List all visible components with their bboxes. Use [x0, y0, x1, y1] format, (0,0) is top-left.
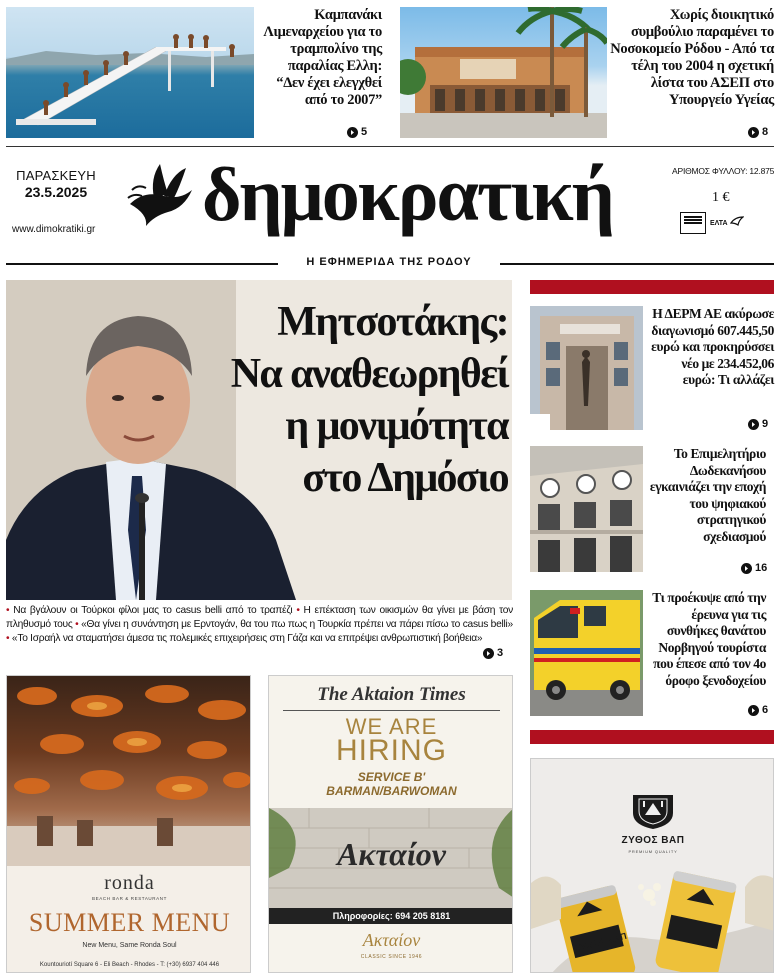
side-story-3-text: Τι προέκυψε από την έρευνα για τις συνθήκες θανάτου Νορβηγού τουρίστα που έπεσε από τον 4ο όροφο ξενοδοχείου: [652, 590, 766, 688]
top-story-1[interactable]: [258, 7, 382, 119]
lead-headline[interactable]: [222, 296, 508, 504]
beer-brand: ΖΥΘΟΣ ΒΑΠ: [621, 835, 685, 846]
aktaion-line1: WE ARE: [345, 714, 438, 739]
side-story-2-page: 16: [755, 562, 768, 574]
lead-bullet-3: «Θα γίνει η συνάντηση με Ερντογάν, θα του πω πως η Τουρκία πρέπει να πάρει πίσω το casus belli»: [81, 619, 513, 630]
top-story-1-page: 5: [361, 126, 368, 138]
side-story-3-page: 6: [762, 704, 769, 716]
beer-ad[interactable]: [530, 758, 774, 973]
arrow-circle-icon: [748, 705, 759, 716]
aktaion-sign-text: Ακταίον: [337, 836, 446, 872]
derm-building-photo: [530, 306, 643, 430]
top-story-1-text: Καμπανάκι Λιμεναρχείου για το τραμπολίνο της παραλίας Ελλη: “Δεν έχει ελεγχθεί από το 2007”: [263, 7, 382, 108]
top-story-2-page-ref[interactable]: [748, 126, 768, 138]
side-story-2[interactable]: [648, 446, 766, 545]
side-story-1[interactable]: [648, 306, 774, 389]
beer-brand-sub: PREMIUM QUALITY: [628, 849, 678, 854]
elta-bird-icon: [730, 214, 744, 232]
side-top-red-bar: [530, 280, 774, 294]
side-story-1-page-ref[interactable]: [748, 418, 768, 430]
beer-logo-icon: [629, 791, 677, 831]
top-divider: [6, 146, 774, 147]
lead-page: 3: [497, 647, 504, 659]
beer-cans-illustration: [531, 859, 774, 973]
top-story-1-page-ref[interactable]: [347, 126, 367, 138]
ronda-tagline: New Menu, Same Ronda Soul: [82, 942, 177, 949]
lead-headline-line-4: στο Δημόσιο: [302, 455, 508, 501]
aktaion-logo: Ακταίον: [362, 930, 421, 950]
side-story-3[interactable]: [648, 590, 766, 689]
aktaion-contact: Πληροφορίες: 694 205 8181: [269, 908, 513, 924]
arrow-circle-icon: [347, 127, 358, 138]
masthead-rule-left: [6, 263, 278, 265]
ambulance-photo: [530, 590, 643, 716]
ronda-headline: SUMMER MENU: [28, 908, 231, 937]
aktaion-masthead: The Aktaion Times: [317, 684, 466, 705]
masthead-rule-right: [500, 263, 774, 265]
date-block: [6, 168, 106, 200]
side-story-3-page-ref[interactable]: [748, 704, 768, 716]
ronda-brand-sub: BEACH BAR & RESTAURANT: [92, 896, 167, 901]
lead-headline-line-3: η μονιμότητα: [285, 403, 508, 449]
aktaion-ad[interactable]: [268, 675, 513, 973]
side-story-2-text: Το Επιμελητήριο Δωδεκανήσου εγκαινιάζει την εποχή του ψηφιακού στρατηγικού σχεδιασμού: [649, 446, 766, 544]
lead-bullet-2: Η επέκταση των οικισμών θα γίνει με βάση τον πληθυσμό τους: [6, 605, 513, 630]
issue-date: 23.5.2025: [24, 184, 88, 200]
lead-bullet-1: Να βγάλουν οι Τούρκοι φίλοι μας το casus belli από το τραπέζι: [13, 605, 293, 616]
ronda-ad[interactable]: [6, 675, 251, 973]
aktaion-line2: HIRING: [336, 734, 447, 767]
dove-logo-icon: [124, 160, 198, 232]
aktaion-logo-sub: CLASSIC SINCE 1946: [360, 954, 423, 960]
side-story-2-page-ref[interactable]: [741, 562, 767, 574]
trampoline-photo: [6, 7, 254, 138]
arrow-circle-icon: [741, 563, 752, 574]
price: 1 €: [712, 190, 730, 205]
arrow-circle-icon: [483, 648, 494, 659]
aktaion-role1: SERVICE B': [357, 770, 426, 784]
top-story-2-page: 8: [762, 126, 769, 138]
hospital-photo: [400, 7, 607, 138]
elta-logo: [710, 214, 744, 232]
chamber-building-photo: [530, 446, 643, 572]
top-story-2[interactable]: [610, 7, 774, 119]
ronda-brand: ronda: [104, 872, 155, 894]
lead-bullet-4: «Το Ισραήλ να σταματήσει άμεσα τις πολεμικές επιχειρήσεις στη Γάζα και να επιτρέψει ανθρωπιστική βοήθεια»: [11, 633, 483, 644]
masthead-subtitle: Η ΕΦΗΜΕΡΙΔΑ ΤΗΣ ΡΟΔΟΥ: [306, 256, 472, 268]
weekday: ΠΑΡΑΣΚΕΥΗ: [16, 168, 96, 183]
postage-box: [680, 212, 706, 234]
elta-label: ΕΛΤΑ: [710, 219, 728, 227]
top-story-2-text: Χωρίς διοικητικό συμβούλιο παραμένει το Νοσοκομείο Ρόδου - Από τα τέλη του 2004 η σχετική λίστα του ΑΣΕΠ στο Υπουργείο Υγείας: [610, 7, 774, 108]
lead-headline-line-1: Μητσοτάκης:: [277, 299, 508, 345]
ronda-ad-photo: [7, 676, 251, 866]
issue-number: ΑΡΙΘΜΟΣ ΦΥΛΛΟΥ: 12.875: [672, 166, 775, 176]
lead-bullets: • Να βγάλουν οι Τούρκοι φίλοι μας το casus belli από το τραπέζι • Η επέκταση των οικισμών θα γίνει με βάση τον πληθυσμό τους • «Θα γίνει η συνάντηση με Ερντογάν, θα του πω πως η Τουρκία πρέπει να πάρει πίσω το casus belli» • «Το Ισραήλ να σταματήσει άμεσα τις πολεμικές επιχειρήσεις στη Γάζα και να επιτρέψει ανθρωπιστική βοήθεια»: [6, 605, 513, 644]
aktaion-masthead-rule: [283, 710, 500, 711]
lead-page-ref[interactable]: [483, 647, 503, 659]
website-link[interactable]: www.dimokratiki.gr: [12, 224, 96, 235]
lead-headline-line-2: Να αναθεωρηθεί: [230, 351, 508, 397]
beer-can-label: ΖΥΘΟΣ ΒΑΠ: [574, 930, 628, 954]
aktaion-role2: BARMAN/BARWOMAN: [326, 784, 457, 798]
ronda-address: Kountouriotí Square 6 - Eli Beach - Rhodes - T: (+30) 6937 404 446: [39, 962, 220, 968]
arrow-circle-icon: [748, 127, 759, 138]
side-story-1-text: Η ΔΕΡΜ ΑΕ ακύρωσε διαγωνισμό 607.445,50 ευρώ και προκηρύσσει νέο με 234.452,06 ευρώ: Τι αλλάζει: [651, 306, 774, 387]
newspaper-title: δημοκρατική: [202, 153, 613, 237]
side-bottom-red-bar: [530, 730, 774, 744]
side-story-1-page: 9: [762, 418, 769, 430]
arrow-circle-icon: [748, 419, 759, 430]
